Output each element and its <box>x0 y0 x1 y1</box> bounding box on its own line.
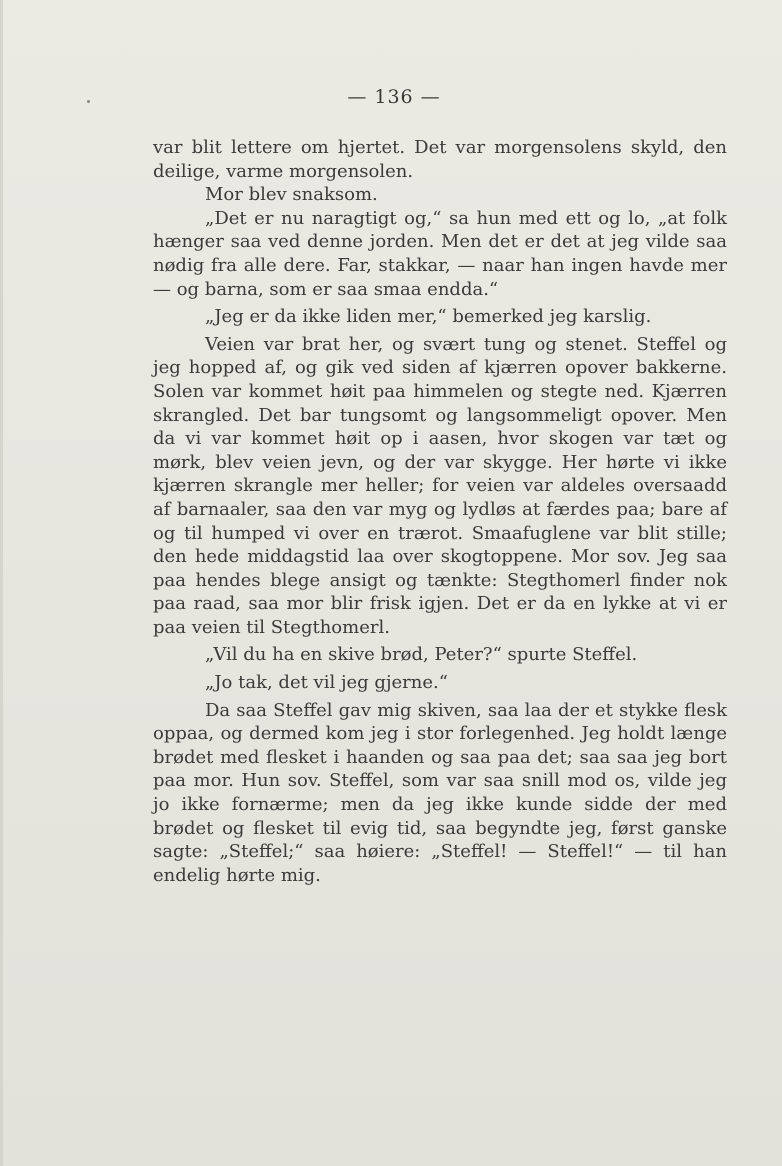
paragraph-3: „Det er nu naragtigt og,“ sa hun med ett og lo, „at folk hænger saa ved denne jorden. Men det er det at jeg vilde saa nødig fra alle dere. Far, stakkar, — naar han ingen havde mer — og barna, som er saa smaa endda.“ <box>153 207 727 300</box>
paragraph-2: Mor blev snaksom. <box>205 184 378 206</box>
body-text <box>153 136 727 887</box>
paragraph-8: Da saa Steffel gav mig skiven, saa laa der et stykke flesk oppaa, og dermed kom jeg i stor forlegenhed. Jeg holdt længe brødet med flesket i haanden og saa paa det; saa saa jeg bort paa mor. Hun sov. Steffel, som var saa snill mod os, vilde jeg jo ikke fornærme; men da jeg ikke kunde sidde der med brødet og flesket til evig tid, saa begyndte jeg, først ganske sagte: „Steffel;“ saa høiere: „Steffel! — Steffel!“ — til han endelig hørte mig. <box>153 699 727 886</box>
paragraph-5: Veien var brat her, og svært tung og stenet. Steffel og jeg hopped af, og gik ved siden af kjærren opover bakkerne. Solen var kommet høit paa himmelen og stegte ned. Kjærren skrangled. Det bar tungsomt og langsommeligt opover. Men da vi var kommet høit op i aasen, hvor skogen var tæt og mørk, blev veien jevn, og der var skygge. Her hørte vi ikke kjærren skrangle mer heller; for veien var aldeles oversaadd af barnaaler, saa den var myg og lydløs at færdes paa; bare af og til humped vi over en trærot. Smaafuglene var blit stille; den hede middagstid laa over skogtoppene. Mor sov. Jeg saa paa hendes blege ansigt og tænkte: Stegthomerl finder nok paa raad, saa mor blir frisk igjen. Det er da en lykke at vi er paa veien til Stegthomerl. <box>153 333 727 638</box>
paragraph-4: „Jeg er da ikke liden mer,“ bemerked jeg karslig. <box>205 306 652 328</box>
paragraph-6: „Vil du ha en skive brød, Peter?“ spurte Steffel. <box>205 644 638 666</box>
paragraph-7: „Jo tak, det vil jeg gjerne.“ <box>205 672 448 694</box>
paragraph-1: var blit lettere om hjertet. Det var morgensolens skyld, den deilige, varme morgensolen. <box>153 137 727 182</box>
page-number: — 136 — <box>347 86 441 108</box>
